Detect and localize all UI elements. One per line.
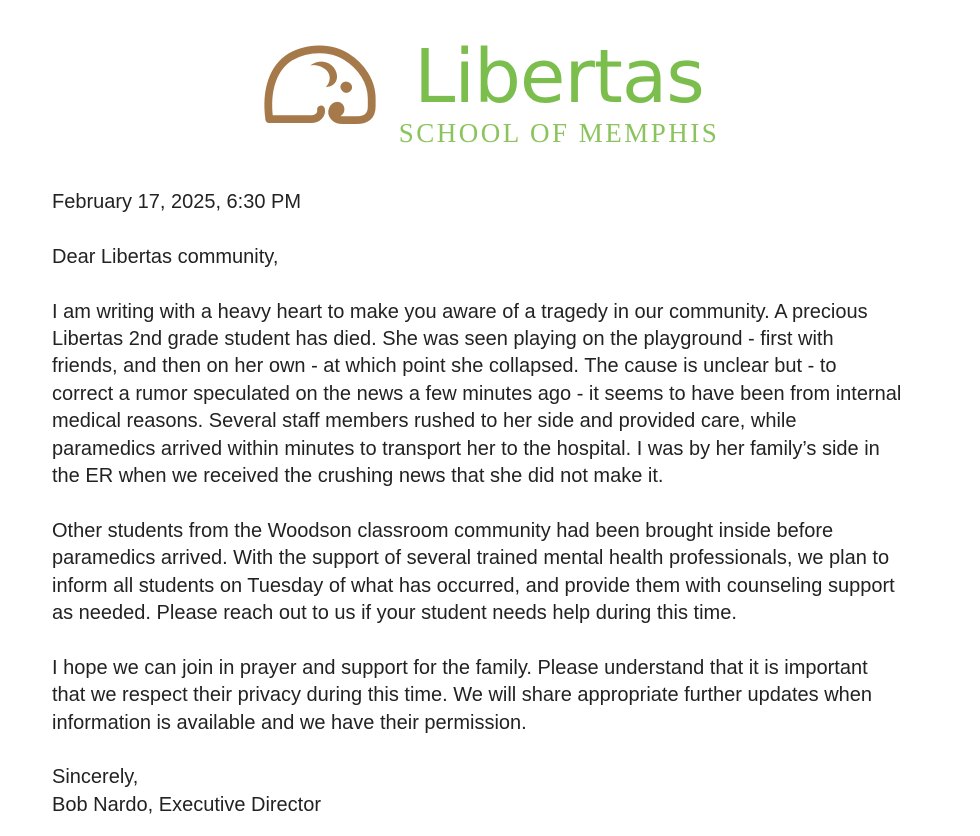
letter-line: as needed. Please reach out to us if your student needs help during this time.	[52, 602, 737, 625]
letter-paragraph	[52, 655, 940, 737]
letter-paragraph	[52, 299, 940, 491]
letter-signature: Bob Nardo, Executive Director	[52, 793, 322, 816]
letter-body	[52, 189, 940, 819]
letter-line: the ER when we received the crushing news that she did not make it.	[52, 465, 664, 488]
school-logo	[0, 0, 980, 149]
letter-line: correct a rumor speculated on the news a few minutes ago - it seems to have been from internal	[52, 382, 902, 405]
bison-icon	[261, 45, 379, 125]
letter-line: paramedics arrived within minutes to transport her to the hospital. I was by her family’s side in	[52, 437, 880, 460]
letter-closing: Sincerely,	[52, 766, 139, 789]
letter-line: information is available and we have their permission.	[52, 711, 527, 734]
logo-text	[398, 34, 720, 149]
letter-line: inform all students on Tuesday of what has occurred, and provide them with counseling support	[52, 574, 895, 597]
letter-paragraph	[52, 518, 940, 628]
letter-signature-block	[52, 764, 940, 819]
letter-salutation: Dear Libertas community,	[52, 245, 279, 268]
logo-subtitle: SCHOOL OF MEMPHIS	[398, 118, 720, 149]
logo-wordmark: Libertas	[414, 34, 704, 120]
letter-line: Other students from the Woodson classroom community had been brought inside before	[52, 519, 834, 542]
letter-line: that we respect their privacy during this time. We will share appropriate further updates when	[52, 684, 873, 707]
letter-line: paramedics arrived. With the support of several trained mental health professionals, we plan to	[52, 547, 890, 570]
letter-date: February 17, 2025, 6:30 PM	[52, 190, 302, 213]
letter-paragraphs	[52, 299, 940, 737]
letter-line: medical reasons. Several staff members rushed to her side and provided care, while	[52, 410, 797, 433]
letter-line: I am writing with a heavy heart to make you aware of a tragedy in our community. A precious	[52, 300, 868, 323]
letter-line: friends, and then on her own - at which point she collapsed. The cause is unclear but - to	[52, 355, 837, 378]
letter-line: Libertas 2nd grade student has died. She was seen playing on the playground - first with	[52, 327, 834, 350]
letter-line: I hope we can join in prayer and support for the family. Please understand that it is important	[52, 656, 868, 679]
